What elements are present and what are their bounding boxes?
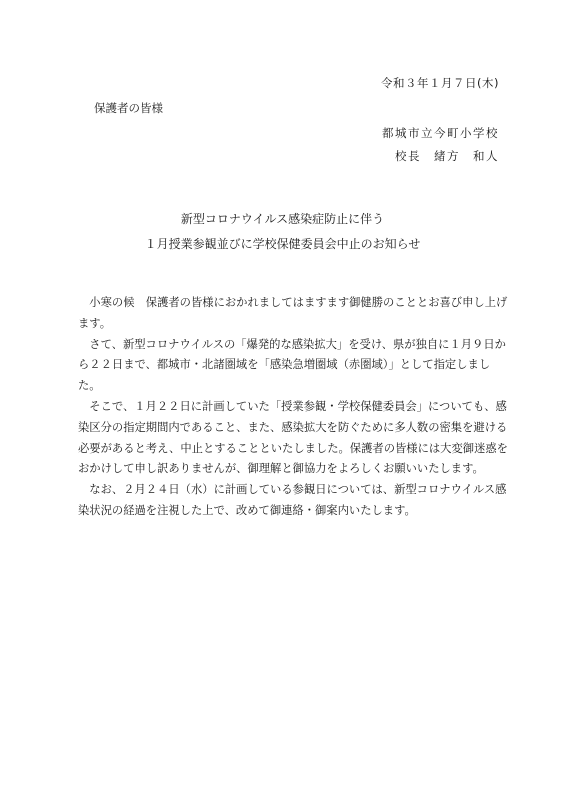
body-paragraph: さて、新型コロナウイルスの「爆発的な感染拡大」を受け、県が独自に１月９日から２２日まで、都城市・北諸圏域を「感染急増圏域（赤圏域）」として指定しました。 (78, 337, 506, 393)
document-title-line2: １月授業参観並びに学校保健委員会中止のお知らせ (144, 237, 421, 251)
body-paragraph: なお、２月２４日（水）に計画している参観日については、新型コロナウイルス感染状況の経過を注視した上で、改めて御連絡・御案内いたします。 (78, 483, 507, 517)
body-paragraph: そこで、１月２２日に計画していた「授業参観・学校保健委員会」についても、感染区分の指定期間内であること、また、感染拡大を防ぐために多人数の密集を避ける必要があると考え、中止とすることといたしました。保護者の皆様には大変御迷惑をおかけして申し訳ありませんが、御理解と御協力をよろしくお願いいたします。 (78, 399, 508, 476)
body-paragraph: 小寒の候 保護者の皆様におかれましてはますます御健勝のこととお喜び申し上げます。 (78, 296, 508, 330)
document-date: 令和３年１月７日(木) (381, 76, 499, 90)
document-body (78, 293, 508, 522)
principal-name: 校長 緒方 和人 (395, 149, 499, 163)
document-title-line1: 新型コロナウイルス感染症防止に伴う (180, 212, 385, 226)
addressee: 保護者の皆様 (94, 101, 163, 115)
school-name: 都城市立今町小学校 (382, 126, 499, 140)
